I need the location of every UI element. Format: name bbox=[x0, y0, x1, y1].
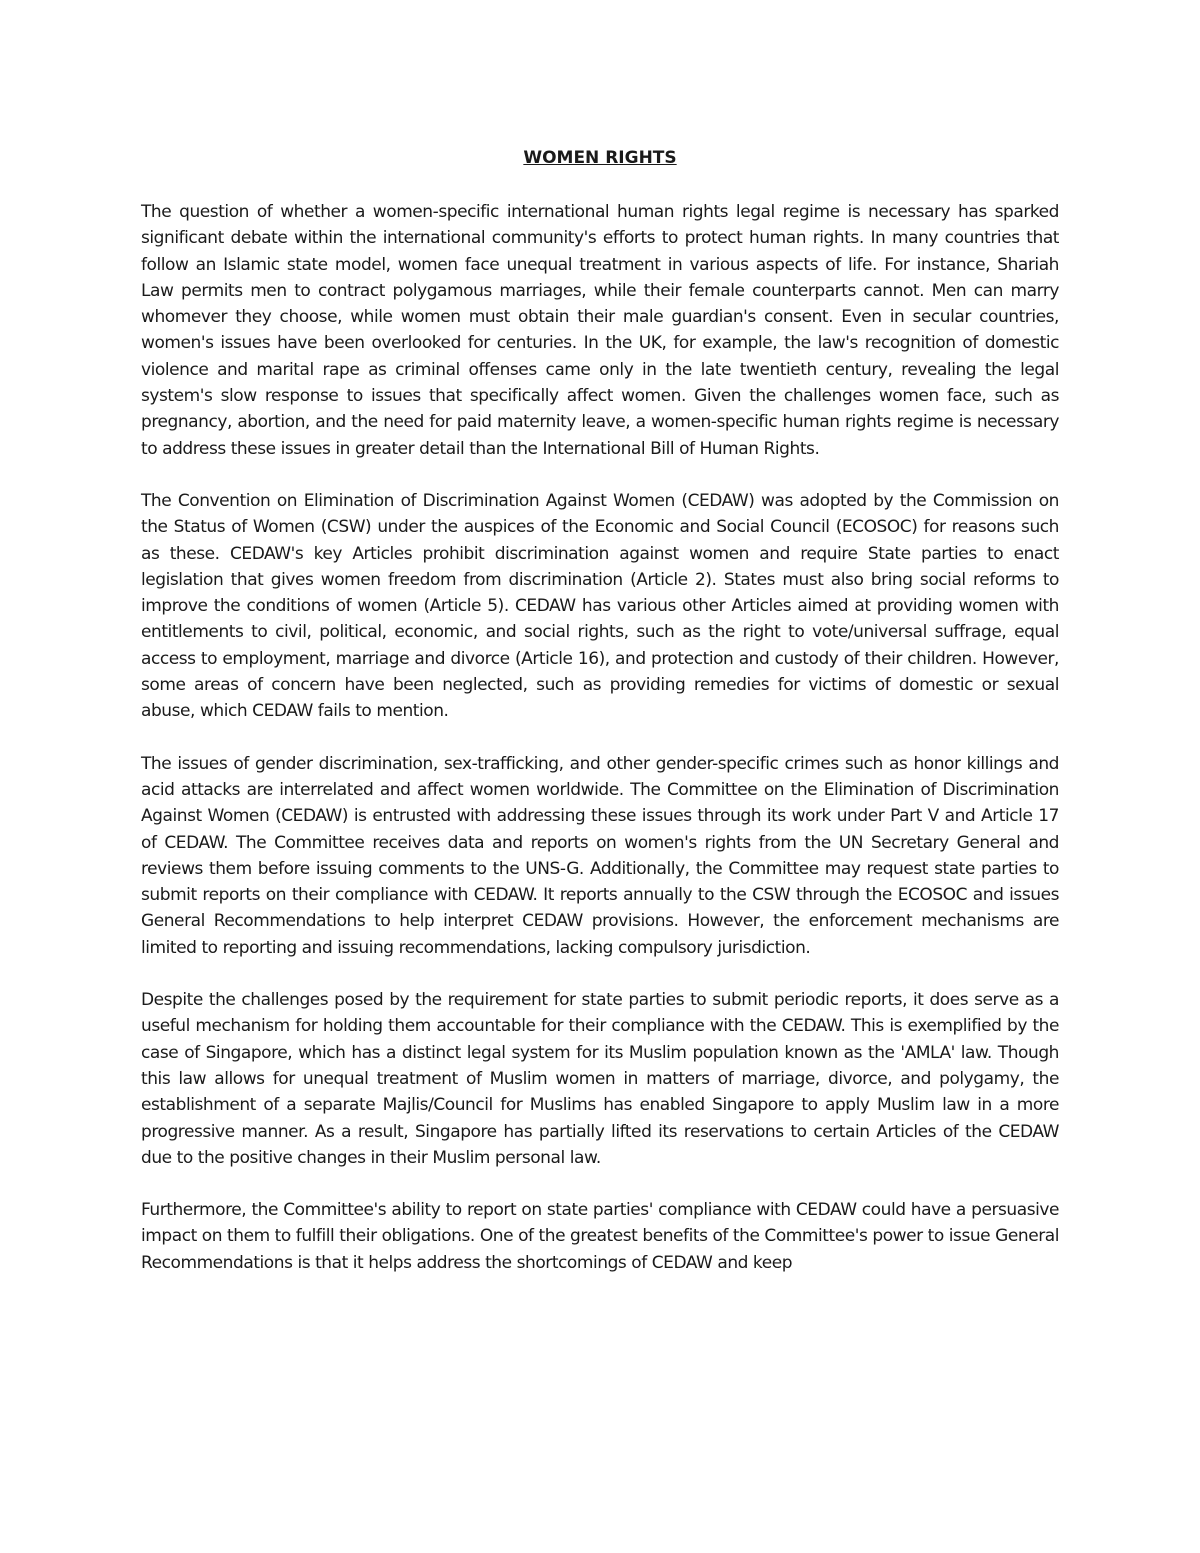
paragraph-2: The Convention on Elimination of Discrimination Against Women (CEDAW) was adopted by the Commission on the Status of Women (CSW) under the auspices of the Economic and Social Council (ECOSOC) for reasons such as these. CEDAW's key Articles prohibit discrimination against women and require State parties to enact legislation that gives women freedom from discrimination (Article 2). States must also bring social reforms to improve the conditions of women (Article 5). CEDAW has various other Articles aimed at providing women with entitlements to civil, political, economic, and social rights, such as the right to vote/universal suffrage, equal access to employment, marriage and divorce (Article 16), and protection and custody of their children. However, some areas of concern have been neglected, such as providing remedies for victims of domestic or sexual abuse, which CEDAW fails to mention. bbox=[141, 490, 1059, 722]
page-title: WOMEN RIGHTS bbox=[523, 148, 677, 168]
paragraph-4: Despite the challenges posed by the requirement for state parties to submit periodic reports, it does serve as a useful mechanism for holding them accountable for their compliance with the CEDAW. This is exemplified by the case of Singapore, which has a distinct legal system for its Muslim population known as the 'AMLA' law. Though this law allows for unequal treatment of Muslim women in matters of marriage, divorce, and polygamy, the establishment of a separate Majlis/Council for Muslims has enabled Singapore to apply Muslim law in a more progressive manner. As a result, Singapore has partially lifted its reservations to certain Articles of the CEDAW due to the positive changes in their Muslim personal law. bbox=[141, 990, 1059, 1168]
paragraph-5: Furthermore, the Committee's ability to report on state parties' compliance with CEDAW could have a persuasive impact on them to fulfill their obligations. One of the greatest benefits of the Committee's power to issue General Recommendations is that it helps address the shortcomings of CEDAW and keep bbox=[141, 1200, 1059, 1273]
paragraph-1: The question of whether a women-specific international human rights legal regime is necessary has sparked significant debate within the international community's efforts to protect human rights. In many countries that follow an Islamic state model, women face unequal treatment in various aspects of life. For instance, Shariah Law permits men to contract polygamous marriages, while their female counterparts cannot. Men can marry whomever they choose, while women must obtain their male guardian's consent. Even in secular countries, women's issues have been overlooked for centuries. In the UK, for example, the law's recognition of domestic violence and marital rape as criminal offenses came only in the late twentieth century, revealing the legal system's slow response to issues that specifically affect women. Given the challenges women face, such as pregnancy, abortion, and the need for paid maternity leave, a women-specific human rights regime is necessary to address these issues in greater detail than the International Bill of Human Rights. bbox=[141, 202, 1059, 459]
paragraph-3: The issues of gender discrimination, sex-trafficking, and other gender-specific crimes such as honor killings and acid attacks are interrelated and affect women worldwide. The Committee on the Elimination of Discrimination Against Women (CEDAW) is entrusted with addressing these issues through its work under Part V and Article 17 of CEDAW. The Committee receives data and reports on women's rights from the UN Secretary General and reviews them before issuing comments to the UNS-G. Additionally, the Committee may request state parties to submit reports on their compliance with CEDAW. It reports annually to the CSW through the ECOSOC and issues General Recommendations to help interpret CEDAW provisions. However, the enforcement mechanisms are limited to reporting and issuing recommendations, lacking compulsory jurisdiction. bbox=[141, 753, 1059, 958]
